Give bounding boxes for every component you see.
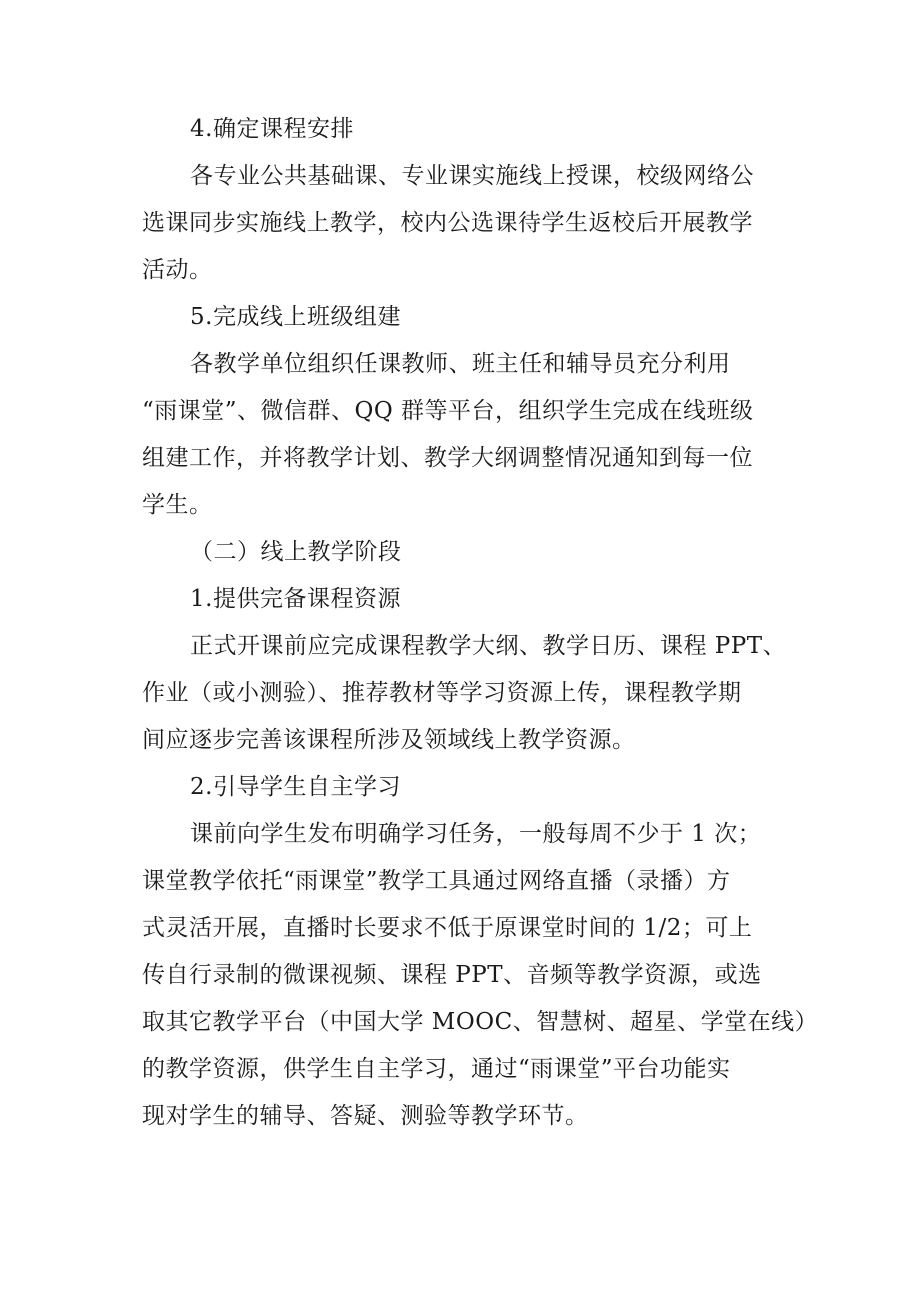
paragraph-line: 各教学单位组织任课教师、班主任和辅导员充分利用 [190,351,731,377]
paragraph-line: 现对学生的辅导、答疑、测验等教学环节。 [142,1103,589,1129]
paragraph-line: 式灵活开展，直播时长要求不低于原课堂时间的 1/2；可上 [142,915,753,941]
paragraph-line: 活动。 [142,257,213,283]
section-heading-4: 4.确定课程安排 [190,116,354,142]
paragraph-line: 的教学资源，供学生自主学习，通过“雨课堂”平台功能实 [142,1056,731,1082]
paragraph-line: 课前向学生发布明确学习任务，一般每周不少于 1 次； [190,821,762,847]
paragraph-line: 传自行录制的微课视频、课程 PPT、音频等教学资源，或选 [142,962,762,988]
paragraph-line: 各专业公共基础课、专业课实施线上授课，校级网络公 [190,163,754,189]
section-heading-5: 5.完成线上班级组建 [190,304,401,330]
paragraph-line: 选课同步实施线上教学，校内公选课待学生返校后开展教学 [142,210,753,236]
paragraph-line: 课堂教学依托“雨课堂”教学工具通过网络直播（录播）方 [142,868,731,894]
part-heading: （二）线上教学阶段 [190,539,402,565]
paragraph-line: 间应逐步完善该课程所涉及领域线上教学资源。 [142,727,636,753]
paragraph-line: 组建工作，并将教学计划、教学大纲调整情况通知到每一位 [142,445,753,471]
paragraph-line: 正式开课前应完成课程教学大纲、教学日历、课程 PPT、 [190,633,787,659]
document-page [142,106,819,1140]
section-heading-1: 1.提供完备课程资源 [190,586,401,612]
section-heading-2: 2.引导学生自主学习 [190,774,401,800]
paragraph-line: 学生。 [142,492,213,518]
paragraph-line: 取其它教学平台（中国大学 MOOC、智慧树、超星、学堂在线） [142,1009,819,1035]
paragraph-line: 作业（或小测验）、推荐教材等学习资源上传，课程教学期 [142,680,742,706]
paragraph-line: “雨课堂”、微信群、QQ 群等平台，组织学生完成在线班级 [142,398,754,424]
